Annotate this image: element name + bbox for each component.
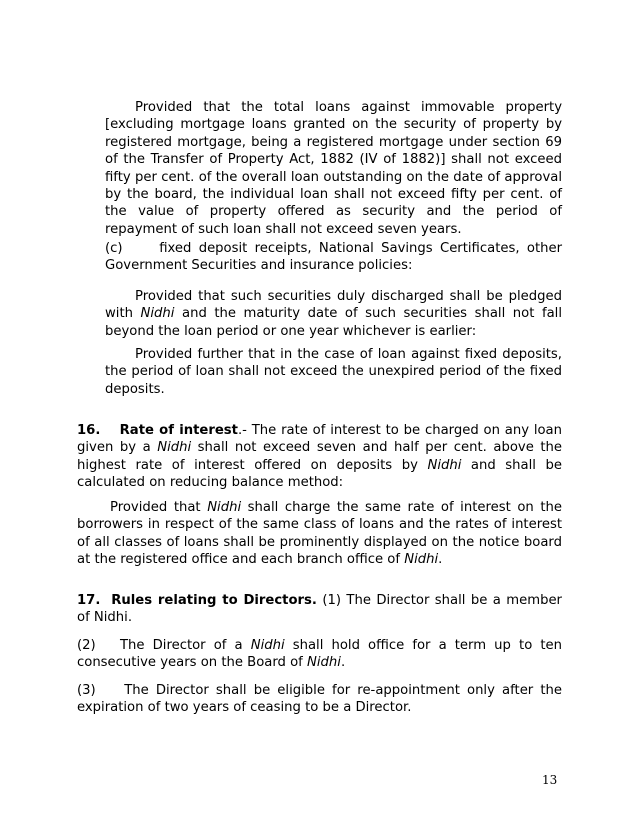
proviso-text: Provided further that in the case of loan against fixed deposits, the period of loan shall not exceed the unexpired period of the fixed deposits.	[105, 347, 562, 397]
page-number: 13	[542, 773, 558, 787]
section-17-clause-3	[77, 682, 562, 717]
clause-label: (3)	[77, 683, 96, 698]
proviso-text: Provided that	[110, 500, 208, 515]
section-title: Rate of interest	[119, 423, 238, 438]
proviso-immovable-property	[105, 99, 562, 238]
section-text: and shall be calculated on reducing balance method:	[77, 457, 562, 491]
nidhi-italic: Nidhi	[157, 440, 192, 456]
clause-text: shall hold office for a term up to ten consecutive years on the Board of	[77, 638, 563, 671]
clause-text: fixed deposit receipts, National Savings Certificates, other Government Securities and insurance policies:	[105, 241, 563, 274]
section-title: Rules relating to Directors.	[111, 593, 317, 608]
proviso-securities	[105, 288, 562, 340]
nidhi-italic: Nidhi	[427, 457, 462, 473]
proviso-fixed-deposits	[105, 346, 562, 398]
proviso-text: .	[438, 552, 443, 568]
clause-label: (2)	[77, 638, 96, 653]
nidhi-italic: Nidhi	[250, 638, 285, 653]
clause-c	[105, 240, 562, 275]
section-number: 17.	[77, 593, 101, 608]
section-16	[77, 422, 562, 492]
section-17-clause-2	[77, 637, 562, 672]
proviso-text: Provided that the total loans against immovable property [excluding mortgage loans granted on the security of property by registered mortgage, being a registered mortgage under section 69 of the Transfer of Property Act, 1882 (IV of 1882)] shall not exceed fifty per cent. of the overall loan outstanding on the date of approval by the board, the individual loan shall not exceed fifty per cent. of the value of property offered as security and the period of repayment of such loan shall not exceed seven years.	[105, 100, 562, 237]
nidhi-italic: Nidhi	[307, 655, 341, 671]
nidhi-italic: Nidhi	[404, 552, 439, 568]
section-16-proviso	[77, 499, 562, 569]
clause-label: (c)	[105, 241, 123, 256]
proviso-text: shall charge the same rate of interest on the borrowers in respect of the same class of loans and the rates of interest of all classes of loans shall be prominently displayed on the notice board at the registered office and each branch office of	[77, 500, 562, 568]
proviso-text: Provided that such securities duly discharged shall be pledged with	[105, 289, 562, 322]
clause-text: The Director of a	[120, 638, 251, 653]
section-text: .- The rate of interest to be charged on any loan given by a	[77, 423, 562, 456]
nidhi-italic: Nidhi	[140, 306, 175, 322]
section-17	[77, 592, 562, 627]
section-number: 16.	[77, 423, 101, 438]
section-text: shall not exceed seven and half per cent. above the highest rate of interest offered on deposits by	[77, 440, 562, 473]
clause-text: .	[340, 655, 346, 671]
proviso-text: and the maturity date of such securities shall not fall beyond the loan period or one year whichever is earlier:	[105, 306, 562, 339]
nidhi-italic: Nidhi	[207, 500, 242, 515]
clause-text: The Director shall be eligible for re-appointment only after the expiration of two years of ceasing to be a Director.	[77, 683, 562, 716]
section-text: (1) The Director shall be a member of Nidhi.	[77, 593, 562, 626]
